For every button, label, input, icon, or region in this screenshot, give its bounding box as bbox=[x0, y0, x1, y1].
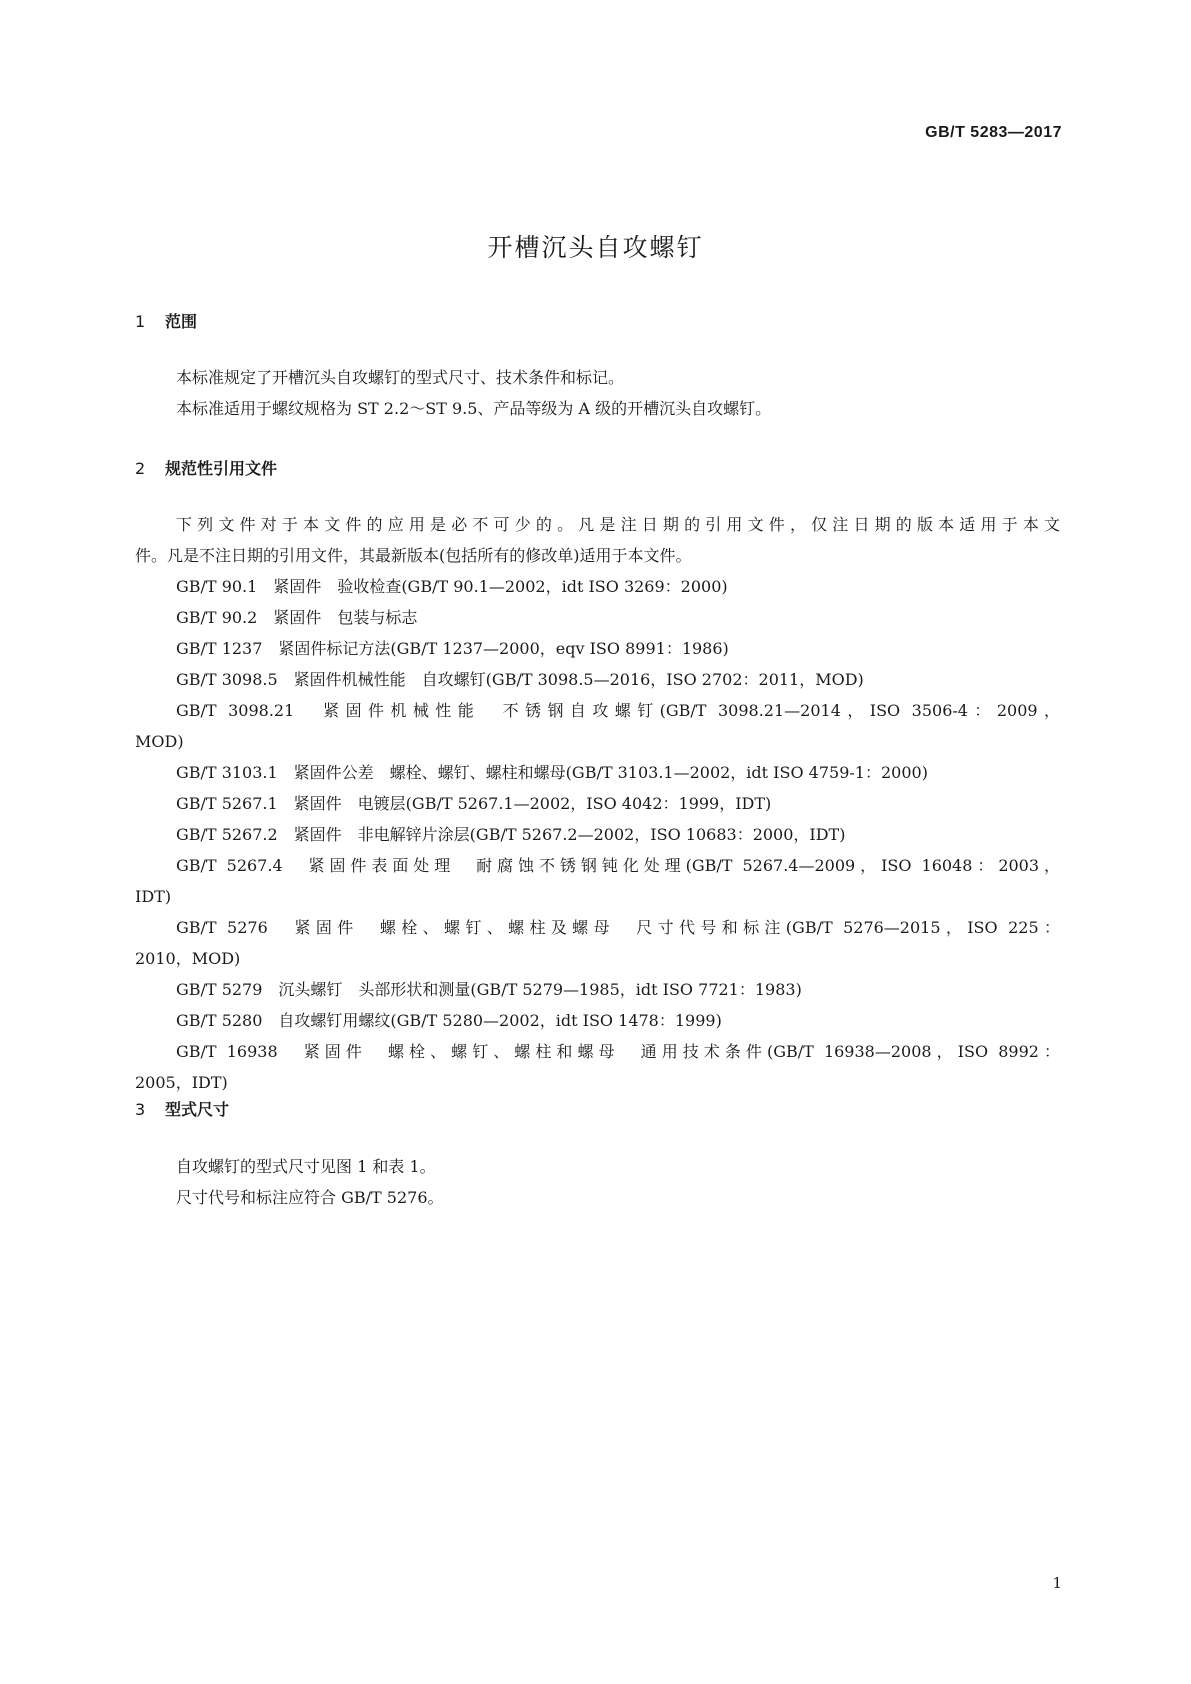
reference-item: GB/T 5279 沉头螺钉 头部形状和测量(GB/T 5279—1985，idt ISO 7721：1983) bbox=[176, 980, 802, 999]
reference-item: GB/T 90.2 紧固件 包装与标志 bbox=[176, 608, 418, 627]
reference-item-continuation: 2010，MOD) bbox=[135, 949, 241, 968]
reference-item: GB/T 1237 紧固件标记方法(GB/T 1237—2000，eqv ISO 8991：1986) bbox=[176, 639, 729, 658]
paragraph-line: 下列文件对于本文件的应用是必不可少的。凡是注日期的引用文件，仅注日期的版本适用于本文 bbox=[176, 515, 1060, 534]
reference-item: GB/T 5267.4 紧固件表面处理 耐腐蚀不锈钢钝化处理(GB/T 5267.4—2009，ISO 16048：2003， bbox=[176, 856, 1060, 875]
section-3-body bbox=[135, 1151, 1060, 1213]
document-code: GB/T 5283—2017 bbox=[925, 124, 1062, 141]
page-number: 1 bbox=[1052, 1574, 1062, 1592]
reference-item: GB/T 5267.2 紧固件 非电解锌片涂层(GB/T 5267.2—2002，ISO 10683：2000，IDT) bbox=[176, 825, 846, 844]
paragraph-line: 自攻螺钉的型式尺寸见图 1 和表 1。 bbox=[176, 1157, 436, 1176]
paragraph-line: 尺寸代号和标注应符合 GB/T 5276。 bbox=[176, 1188, 444, 1207]
document-title: 开槽沉头自攻螺钉 bbox=[487, 233, 704, 262]
section-1-body bbox=[135, 362, 1060, 424]
section-2-heading bbox=[135, 456, 277, 479]
reference-item: GB/T 5280 自攻螺钉用螺纹(GB/T 5280—2002，idt ISO 1478：1999) bbox=[176, 1011, 722, 1030]
section-3-title: 型式尺寸 bbox=[165, 1100, 230, 1119]
reference-item-continuation: 2005，IDT) bbox=[135, 1073, 228, 1092]
section-1-heading bbox=[135, 309, 197, 332]
section-2-body bbox=[135, 509, 1060, 1098]
section-1-number: 1 bbox=[135, 312, 146, 331]
reference-item: GB/T 5267.1 紧固件 电镀层(GB/T 5267.1—2002，ISO 4042：1999，IDT) bbox=[176, 794, 772, 813]
section-1-title: 范围 bbox=[165, 312, 198, 331]
section-3-number: 3 bbox=[135, 1100, 146, 1119]
reference-item-continuation: MOD) bbox=[135, 732, 184, 751]
section-2-number: 2 bbox=[135, 459, 146, 478]
reference-item: GB/T 3103.1 紧固件公差 螺栓、螺钉、螺柱和螺母(GB/T 3103.1—2002，idt ISO 4759-1：2000) bbox=[176, 763, 928, 782]
reference-item: GB/T 16938 紧固件 螺栓、螺钉、螺柱和螺母 通用技术条件(GB/T 16938—2008，ISO 8992： bbox=[176, 1042, 1060, 1061]
reference-item: GB/T 5276 紧固件 螺栓、螺钉、螺柱及螺母 尺寸代号和标注(GB/T 5276—2015，ISO 225： bbox=[176, 918, 1060, 937]
section-3-heading bbox=[135, 1097, 229, 1120]
paragraph-line: 本标准规定了开槽沉头自攻螺钉的型式尺寸、技术条件和标记。 bbox=[176, 368, 625, 387]
reference-item: GB/T 3098.5 紧固件机械性能 自攻螺钉(GB/T 3098.5—2016，ISO 2702：2011，MOD) bbox=[176, 670, 864, 689]
section-2-title: 规范性引用文件 bbox=[165, 459, 278, 478]
reference-item: GB/T 3098.21 紧固件机械性能 不锈钢自攻螺钉(GB/T 3098.21—2014，ISO 3506-4：2009， bbox=[176, 701, 1060, 720]
reference-item: GB/T 90.1 紧固件 验收检查(GB/T 90.1—2002，idt ISO 3269：2000) bbox=[176, 577, 728, 596]
paragraph-line: 本标准适用于螺纹规格为 ST 2.2～ST 9.5、产品等级为 A 级的开槽沉头自攻螺钉。 bbox=[176, 399, 772, 418]
reference-item-continuation: IDT) bbox=[135, 887, 172, 906]
paragraph-line: 件。凡是不注日期的引用文件，其最新版本(包括所有的修改单)适用于本文件。 bbox=[135, 546, 692, 565]
